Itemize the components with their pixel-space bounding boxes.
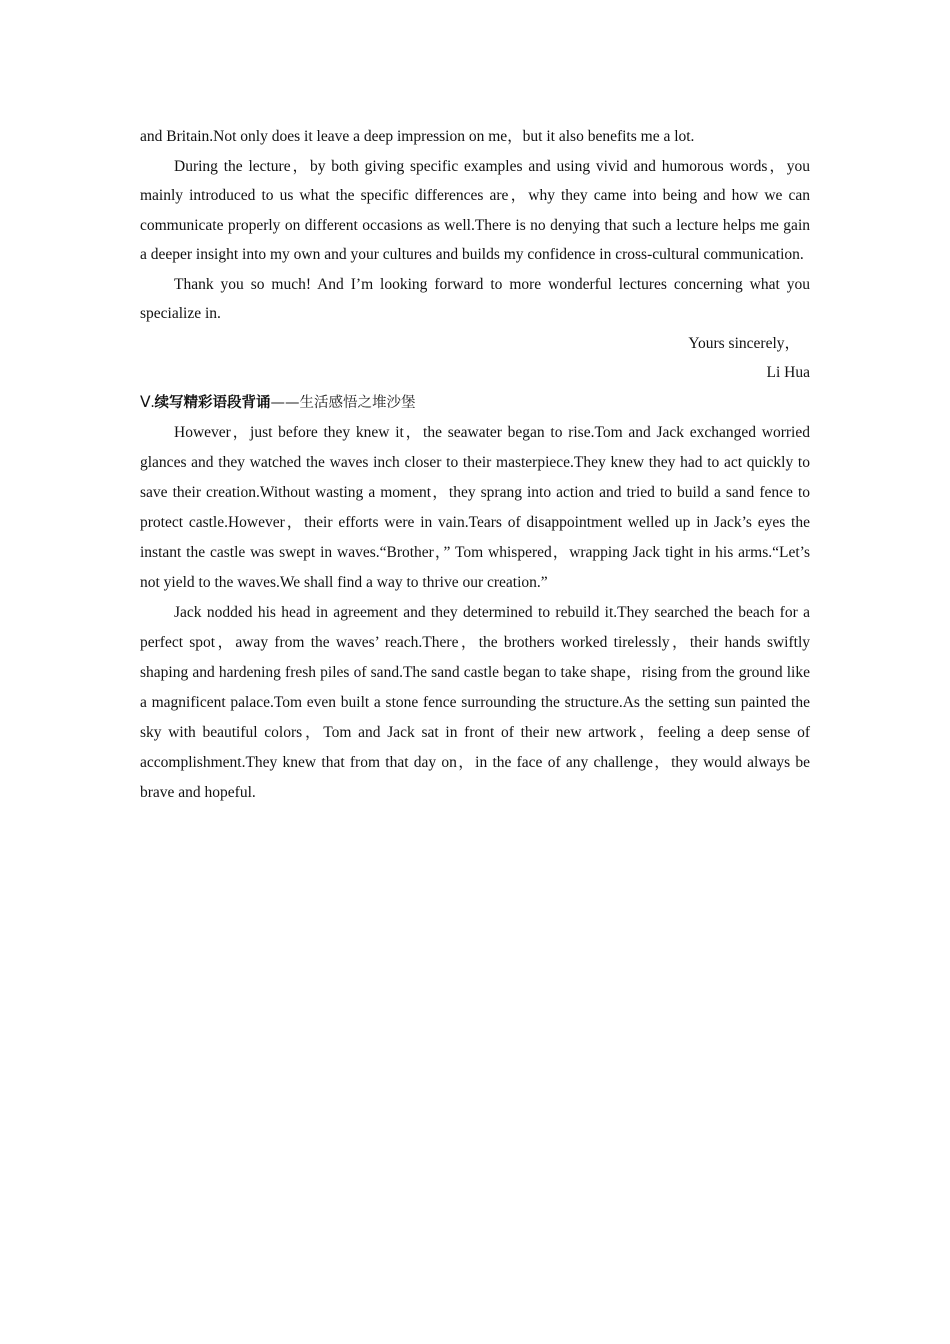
section-title-bold: 续写精彩语段背诵	[154, 394, 271, 411]
document-page	[140, 122, 810, 808]
section-title-rest: ——生活感悟之堆沙堡	[270, 394, 416, 411]
letter-signature: Li Hua	[766, 364, 810, 381]
section-number: Ⅴ.	[140, 393, 155, 411]
letter-paragraph-2: During the lecture，by both giving specific examples and using vivid and humorous words，you mainly introduced to us what the specific differences are，why they came into being and how we can communicate properly on different occasions as well.There is no denying that such a lecture helps me gain a deeper insight into my own and your cultures and builds my confidence in cross-cultural communication.	[140, 157, 810, 263]
section-heading	[140, 388, 810, 419]
story-paragraph-2: Jack nodded his head in agreement and they determined to rebuild it.They searched the beach for a perfect spot，away from the waves’ reach.There，the brothers worked tirelessly，their hands swiftly shaping and hardening fresh piles of sand.The sand castle began to take shape，rising from the ground like a magnificent palace.Tom even built a stone fence surrounding the structure.As the setting sun painted the sky with beautiful colors，Tom and Jack sat in front of their new artwork，feeling a deep sense of accomplishment.They knew that from that day on，in the face of any challenge，they would always be brave and hopeful.	[140, 604, 810, 801]
story-paragraph-1: However，just before they knew it，the seawater began to rise.Tom and Jack exchanged worried glances and they watched the waves inch closer to their masterpiece.They knew they had to act quickly to save their creation.Without wasting a moment，they sprang into action and tried to build a sand fence to protect castle.However，their efforts were in vain.Tears of disappointment welled up in Jack’s eyes the instant the castle was swept in waves.“Brother，” Tom whispered，wrapping Jack tight in his arms.“Let’s not yield to the waves.We shall find a way to thrive our creation.”	[140, 424, 810, 591]
letter-paragraph-3: Thank you so much! And I’m looking forward to more wonderful lectures concerning what you specialize in.	[140, 275, 810, 322]
letter-paragraph-1: and Britain.Not only does it leave a deep impression on me，but it also benefits me a lot.	[140, 128, 695, 145]
letter-closing: Yours sincerely，	[688, 334, 800, 352]
